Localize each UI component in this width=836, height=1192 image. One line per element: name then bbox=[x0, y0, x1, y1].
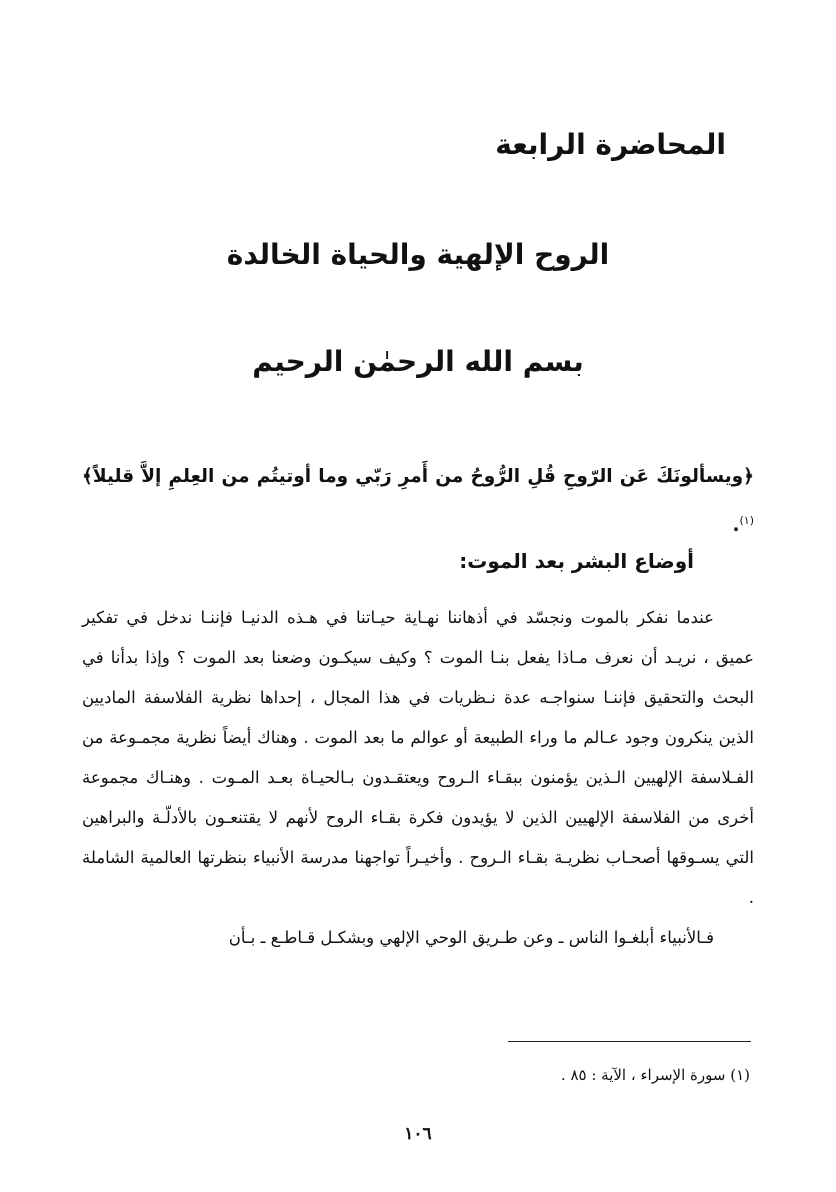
basmala: بسم الله الرحمٰن الرحيم bbox=[252, 345, 584, 378]
body-text bbox=[82, 598, 754, 958]
section-heading: أوضاع البشر بعد الموت: bbox=[459, 549, 694, 573]
paragraph: فـالأنبياء أبلغـوا الناس ـ وعن طـريق الوحي الإلهي وبشكـل قـاطـع ـ بـأن bbox=[228, 928, 714, 947]
footnote: (١) سورة الإسراء ، الآية : ٨٥ . bbox=[560, 1066, 750, 1084]
paragraph: عندما نفكر بالموت ونجسّد في أذهاننا نهـاية حيـاتنا في هـذه الدنيـا فإننـا ندخل في تفكير عميق ، نريـد أن نعرف مـاذا يفعل بنـا الموت ؟ وكيف سيكـون وضعنا بعد الموت ؟ وإذا بدأنا في البحث والتحقيق فإننـا سنواجـه عدة نـظريات في هذا المجال ، إحداها نظرية الفلاسفة الماديين الذين ينكرون وجود عـالم ما وراء الطبيعة أو عوالم ما بعد الموت . وهناك أيضاً نظرية مجمـوعة من الفـلاسفة الإلهيين الـذين يؤمنون ببقـاء الـروح ويعتقـدون بـالحيـاة بعـد المـوت . وهنـاك مجموعة أخرى من الفلاسفة الإلهيين الذين لا يؤيدون فكرة بقـاء الروح لأنهم لا يقتنعـون بالأدلّـة والبراهين التي يسـوقها أصحـاب نظريـة بقـاء الـروح . وأخيـراً تواجهنا مدرسة الأنبياء بنظرتها العالمية الشاملة . bbox=[82, 608, 754, 907]
quran-verse bbox=[82, 455, 754, 548]
page-number: ١٠٦ bbox=[404, 1124, 432, 1144]
verse-end: . bbox=[732, 515, 740, 537]
chapter-title: الروح الإلهية والحياة الخالدة bbox=[226, 238, 610, 271]
verse-text: ﴿ويسألونَكَ عَن الرّوحِ قُلِ الرُّوحُ من أَمرِ رَبّي وما أوتيتُم من العِلمِ إلاَّ قليلاً﴾ bbox=[82, 466, 754, 487]
lecture-title: المحاضرة الرابعة bbox=[495, 128, 726, 161]
footnote-divider bbox=[508, 1041, 751, 1042]
footnote-ref: (١) bbox=[739, 514, 754, 527]
